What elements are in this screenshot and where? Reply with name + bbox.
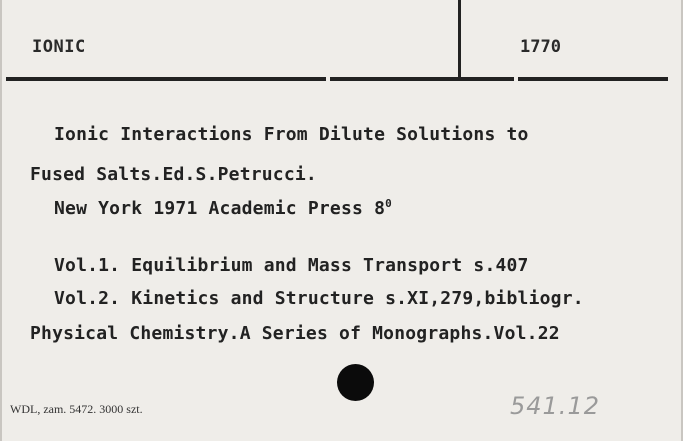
header-rule-2 (330, 77, 514, 81)
format-sup: 0 (385, 197, 392, 210)
printer-note: WDL, zam. 5472. 3000 szt. (10, 402, 143, 416)
volume-2-line: Vol.2. Kinetics and Structure s.XI,279,bibliogr. (54, 288, 584, 309)
header-rule-3 (518, 77, 668, 81)
imprint-line (54, 197, 392, 219)
punch-hole (337, 364, 374, 401)
title-line-2: Fused Salts.Ed.S.Petrucci. (30, 164, 317, 185)
imprint-text: New York 1971 Academic Press 8 (54, 198, 386, 219)
title-line-1: Ionic Interactions From Dilute Solutions to (54, 124, 529, 145)
volume-1-line: Vol.1. Equilibrium and Mass Transport s.407 (54, 255, 529, 276)
header-rule-1 (6, 77, 326, 81)
series-line: Physical Chemistry.A Series of Monographs.Vol.22 (30, 323, 560, 344)
subject-heading: IONIC (32, 37, 86, 57)
header-divider (458, 0, 461, 80)
call-number: 1770 (520, 37, 561, 57)
shelfmark-handwritten: 541.12 (510, 392, 600, 420)
